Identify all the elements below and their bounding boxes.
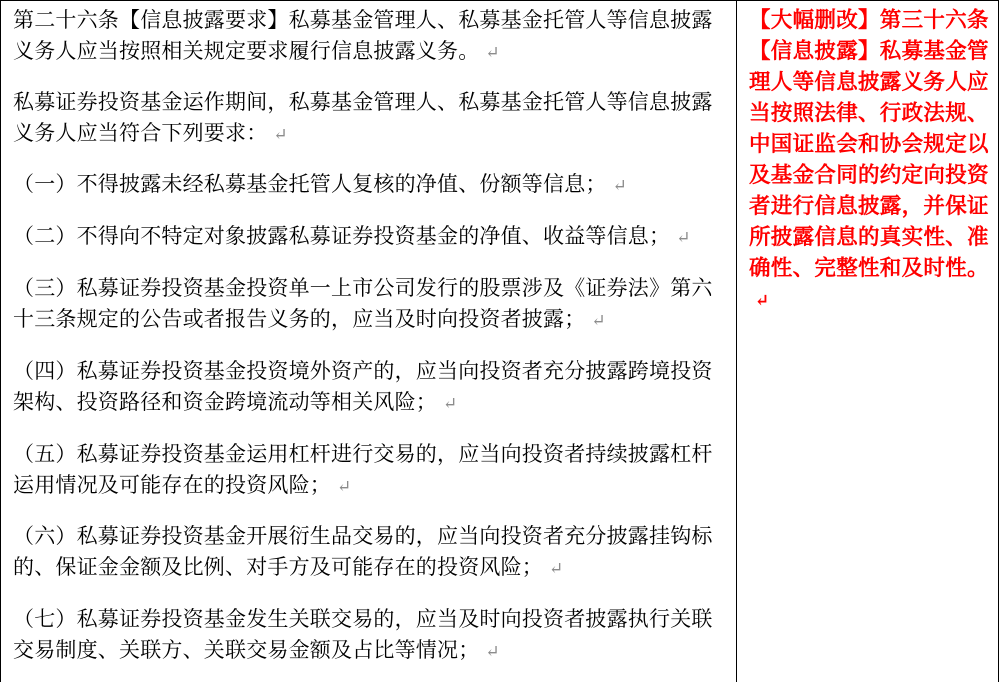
paragraph-mark-icon: ↵: [485, 642, 500, 662]
revision-note-column: [737, 1, 999, 682]
paragraph-mark-icon: ↵: [591, 311, 606, 331]
paragraph-mark-icon: ↵: [676, 228, 691, 248]
paragraph-item-4: （四）私募证券投资基金投资境外资产的，应当向投资者充分披露跨境投资架构、投资路径和资金跨境流动等相关风险； ↵: [13, 359, 713, 414]
paragraph-mark-icon: ↵: [612, 176, 628, 196]
paragraph-mark-icon: ↵: [273, 125, 288, 145]
paragraph-mark-icon: ↵: [443, 394, 458, 414]
paragraph-item-2: （二）不得向不特定对象披露私募证券投资基金的净值、收益等信息； ↵: [13, 224, 691, 248]
paragraph-item-3: （三）私募证券投资基金投资单一上市公司发行的股票涉及《证券法》第六十三条规定的公告或者报告义务的，应当及时向投资者披露； ↵: [13, 276, 713, 331]
paragraph-article-26: 第二十六条【信息披露要求】私募基金管理人、私募基金托管人等信息披露义务人应当按照相关规定要求履行信息披露义务。 ↵: [13, 8, 713, 63]
paragraph-requirements-intro: 私募证券投资基金运作期间，私募基金管理人、私募基金托管人等信息披露义务人应当符合下列要求： ↵: [13, 90, 713, 145]
paragraph-item-5: （五）私募证券投资基金运用杠杆进行交易的，应当向投资者持续披露杠杆运用情况及可能存在的投资风险； ↵: [13, 442, 713, 497]
paragraph-item-6: （六）私募证券投资基金开展衍生品交易的，应当向投资者充分披露挂钩标的、保证金金额及比例、对手方及可能存在的投资风险； ↵: [13, 524, 713, 579]
revision-note-article-36: 【大幅删改】第三十六条【信息披露】私募基金管理人等信息披露义务人应当按照法律、行政法规、中国证监会和协会规定以及基金合同的约定向投资者进行信息披露，并保证所披露信息的真实性、准确性、完整性和及时性。↵: [749, 8, 989, 311]
paragraph-item-7: （七）私募证券投资基金发生关联交易的，应当及时向投资者披露执行关联交易制度、关联方、关联交易金额及占比等情况； ↵: [13, 607, 713, 662]
paragraph-mark-icon: ↵: [485, 43, 500, 63]
original-text-column: [0, 1, 737, 682]
paragraph-mark-icon: ↵: [755, 291, 770, 311]
paragraph-item-1: （一）不得披露未经私募基金托管人复核的净值、份额等信息； ↵: [13, 172, 628, 196]
paragraph-mark-icon: ↵: [337, 477, 352, 497]
paragraph-mark-icon: ↵: [549, 559, 564, 579]
